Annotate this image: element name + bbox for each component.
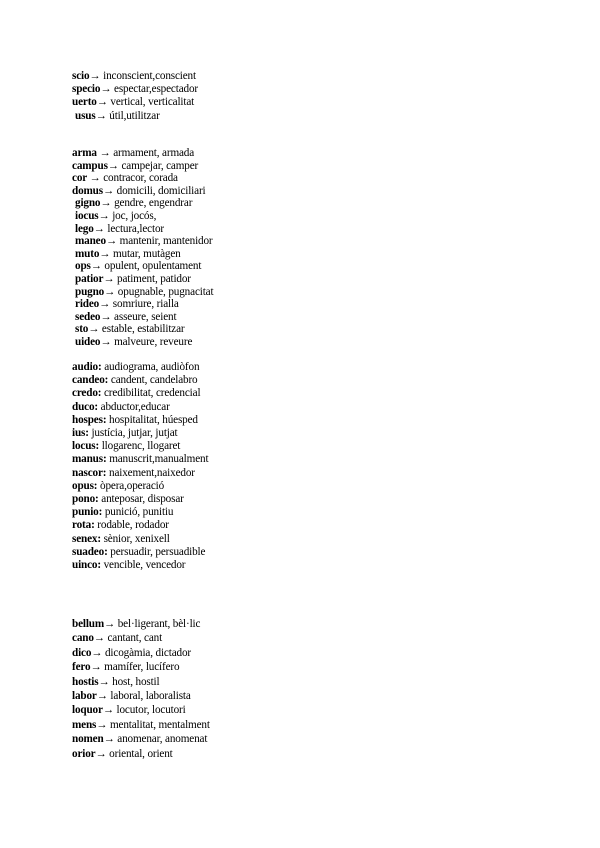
derived-words: llogarenc, llogaret: [99, 440, 181, 453]
derived-words: malveure, reveure: [111, 335, 193, 348]
latin-headword: punio: [72, 506, 99, 519]
derived-words: justícia, jutjar, jutjat: [88, 427, 178, 440]
arrow-icon: →: [93, 222, 105, 235]
latin-headword: cano: [72, 632, 94, 645]
derived-words: vencible, vencedor: [100, 559, 186, 572]
entry-line: [72, 732, 210, 746]
entry-line: [72, 703, 210, 717]
colon-separator: :: [97, 532, 101, 545]
derived-words: asseure, seient: [111, 310, 177, 323]
entry-line: [72, 453, 208, 466]
latin-headword: pono: [72, 493, 96, 506]
latin-headword: arma: [72, 147, 100, 159]
entry-line: [72, 361, 208, 374]
arrow-icon: →: [93, 632, 105, 645]
derived-words: locutor, locutori: [113, 704, 186, 717]
colon-separator: :: [94, 400, 98, 413]
latin-headword: credo: [72, 387, 98, 400]
derived-words: gendre, engendrar: [111, 197, 193, 210]
arrow-icon: →: [102, 184, 115, 197]
derived-words: mantenir, mantenidor: [117, 235, 213, 248]
derived-words: joc, jocós,: [109, 209, 157, 222]
derived-words: opulent, opulentament: [101, 260, 202, 273]
derived-words: mentalitat, mentalment: [107, 718, 210, 731]
derived-words: hospitalitat, húesped: [106, 413, 198, 426]
derived-words: abductor,educar: [97, 400, 170, 413]
entry-line: [72, 70, 198, 83]
derived-words: inconscient,conscient: [100, 70, 196, 82]
latin-headword: uerto: [72, 96, 97, 109]
entry-line: [72, 235, 213, 248]
arrow-icon: →: [104, 285, 116, 298]
entry-line: [72, 374, 208, 387]
arrow-icon: →: [89, 70, 101, 82]
latin-headword: patior: [75, 272, 104, 285]
latin-headword: sto: [75, 323, 89, 336]
latin-headword: candeo: [72, 374, 105, 387]
latin-headword: orior: [72, 747, 96, 760]
derived-words: somriure, rialla: [110, 298, 179, 311]
arrow-icon: →: [99, 298, 111, 311]
derived-words: domicili, domiciliari: [114, 184, 206, 197]
latin-headword: sedeo: [75, 310, 101, 323]
arrow-icon: →: [98, 675, 110, 688]
latin-headword: gigno: [75, 197, 101, 210]
latin-headword: senex: [72, 532, 98, 545]
arrow-icon: →: [100, 310, 112, 323]
derived-words: credibilitat, credencial: [101, 387, 201, 400]
derived-words: espectar,espectador: [111, 83, 198, 96]
entry-line: [72, 197, 213, 210]
entry-line: [72, 147, 213, 160]
latin-headword: specio: [72, 83, 101, 96]
latin-headword: hostis: [72, 675, 99, 688]
entry-line: [72, 533, 208, 546]
colon-separator: :: [102, 453, 107, 466]
latin-headword: nomen: [72, 733, 104, 746]
latin-headword: scio: [72, 70, 90, 82]
entry-line: [72, 646, 210, 660]
derived-words: bel·ligerant, bèl·lic: [115, 618, 201, 630]
entry-line: [72, 675, 210, 689]
derived-words: persuadir, persuadible: [107, 545, 206, 558]
entry-line: [72, 223, 213, 236]
entry-line: [72, 440, 208, 453]
entry-line: [72, 660, 210, 674]
arrow-icon: →: [100, 197, 112, 210]
latin-headword: usus: [75, 109, 96, 122]
arrow-icon: →: [95, 747, 107, 760]
arrow-icon: →: [103, 272, 115, 285]
arrow-icon: →: [91, 646, 103, 659]
derived-words: punició, punitiu: [102, 506, 174, 519]
derived-words: laboral, laboralista: [107, 690, 191, 703]
arrow-icon: →: [98, 209, 110, 222]
colon-separator: :: [102, 413, 107, 426]
latin-headword: manus: [72, 453, 103, 466]
arrow-icon: →: [104, 618, 116, 630]
word-list-block-c: [72, 361, 208, 572]
derived-words: armament, armada: [110, 147, 195, 159]
colon-separator: :: [98, 361, 102, 373]
entry-line: [72, 480, 208, 493]
derived-words: mamífer, lucífero: [101, 661, 180, 674]
derived-words: sènior, xenixell: [100, 532, 170, 545]
derived-words: anteposar, disposar: [98, 493, 184, 506]
entry-line: [72, 210, 213, 223]
colon-separator: :: [85, 427, 89, 440]
entry-line: [72, 631, 210, 645]
latin-headword: hospes: [72, 413, 103, 426]
colon-separator: :: [102, 466, 107, 479]
arrow-icon: →: [89, 172, 101, 185]
arrow-icon: →: [95, 109, 107, 122]
entry-line: [72, 747, 210, 761]
entry-line: [72, 336, 213, 349]
entry-line: [72, 286, 213, 299]
entry-line: [72, 718, 210, 732]
latin-headword: lego: [75, 222, 94, 235]
entry-line: [72, 172, 213, 185]
word-list-block-d: [72, 617, 210, 761]
latin-headword: iocus: [75, 209, 99, 222]
derived-words: anomenar, anomenat: [114, 733, 208, 746]
arrow-icon: →: [100, 335, 112, 348]
colon-separator: :: [93, 479, 98, 492]
arrow-icon: →: [90, 260, 102, 273]
entry-line: [72, 298, 213, 311]
arrow-icon: →: [100, 83, 112, 96]
derived-words: contracor, corada: [100, 172, 178, 185]
latin-headword: duco: [72, 400, 95, 413]
arrow-icon: →: [103, 733, 115, 746]
latin-headword: pugno: [75, 285, 105, 298]
arrow-icon: →: [102, 704, 114, 717]
entry-line: [72, 323, 213, 336]
latin-headword: audio: [72, 361, 98, 373]
entry-line: [72, 401, 208, 414]
derived-words: útil,utilitzar: [106, 109, 160, 122]
colon-separator: :: [98, 506, 103, 519]
entry-line: [72, 467, 208, 480]
colon-separator: :: [95, 493, 99, 506]
entry-line: [72, 427, 208, 440]
colon-separator: :: [91, 519, 95, 532]
derived-words: cantant, cant: [104, 632, 163, 645]
entry-line: [72, 83, 198, 96]
derived-words: vertical, verticalitat: [107, 96, 195, 109]
arrow-icon: →: [88, 323, 100, 336]
latin-headword: labor: [72, 690, 97, 703]
entry-line: [72, 506, 208, 519]
derived-words: candent, candelabro: [108, 374, 198, 387]
latin-headword: dico: [72, 646, 92, 659]
arrow-icon: →: [96, 690, 108, 703]
derived-words: lectura,lector: [104, 222, 164, 235]
latin-headword: uinco: [72, 559, 98, 572]
derived-words: rodable, rodador: [94, 519, 169, 532]
latin-headword: muto: [75, 247, 100, 260]
latin-headword: rota: [72, 519, 92, 532]
derived-words: manuscrit,manualment: [106, 453, 209, 466]
entry-line: [72, 185, 213, 198]
derived-words: patiment, patidor: [114, 272, 191, 285]
entry-line: [72, 617, 210, 631]
latin-headword: campus: [72, 159, 108, 172]
derived-words: campejar, camper: [118, 159, 199, 172]
arrow-icon: →: [105, 235, 117, 248]
entry-line: [72, 689, 210, 703]
colon-separator: :: [104, 374, 109, 387]
arrow-icon: →: [107, 159, 119, 172]
entry-line: [72, 96, 198, 109]
word-list-block-b: [72, 147, 213, 349]
entry-line: [72, 260, 213, 273]
entry-line: [72, 546, 208, 559]
colon-separator: :: [104, 545, 108, 558]
derived-words: audiograma, audiòfon: [101, 361, 200, 373]
arrow-icon: →: [90, 661, 102, 674]
colon-separator: :: [97, 559, 101, 572]
entry-line: [72, 311, 213, 324]
entry-line: [72, 414, 208, 427]
derived-words: dicogàmia, dictador: [102, 646, 191, 659]
arrow-icon: →: [96, 718, 108, 731]
latin-headword: nascor: [72, 466, 103, 479]
latin-headword: suadeo: [72, 545, 105, 558]
derived-words: estable, estabilitzar: [99, 323, 185, 336]
word-list-block-a: [72, 70, 198, 123]
arrow-icon: →: [96, 96, 108, 109]
derived-words: opugnable, pugnacitat: [115, 285, 214, 298]
entry-line: [72, 110, 198, 123]
derived-words: mutar, mutàgen: [110, 247, 181, 260]
latin-headword: ops: [75, 260, 91, 273]
colon-separator: :: [95, 440, 100, 453]
entry-line: [72, 559, 208, 572]
latin-headword: ius: [72, 427, 86, 440]
entry-line: [72, 493, 208, 506]
latin-headword: locus: [72, 440, 96, 453]
latin-headword: opus: [72, 479, 94, 492]
derived-words: òpera,operació: [97, 479, 165, 492]
latin-headword: loquor: [72, 704, 103, 717]
latin-headword: cor: [72, 172, 90, 185]
entry-line: [72, 519, 208, 532]
entry-line: [72, 160, 213, 173]
latin-headword: domus: [72, 184, 103, 197]
arrow-icon: →: [99, 147, 111, 159]
arrow-icon: →: [99, 247, 111, 260]
derived-words: oriental, orient: [106, 747, 173, 760]
entry-line: [72, 248, 213, 261]
entry-line: [72, 273, 213, 286]
latin-headword: mens: [72, 718, 97, 731]
latin-headword: fero: [72, 661, 91, 674]
entry-line: [72, 387, 208, 400]
derived-words: host, hostil: [109, 675, 160, 688]
latin-headword: maneo: [75, 235, 106, 248]
colon-separator: :: [97, 387, 102, 400]
latin-headword: bellum: [72, 618, 105, 630]
latin-headword: rideo: [75, 298, 100, 311]
derived-words: naixement,naixedor: [106, 466, 195, 479]
latin-headword: uideo: [75, 335, 101, 348]
